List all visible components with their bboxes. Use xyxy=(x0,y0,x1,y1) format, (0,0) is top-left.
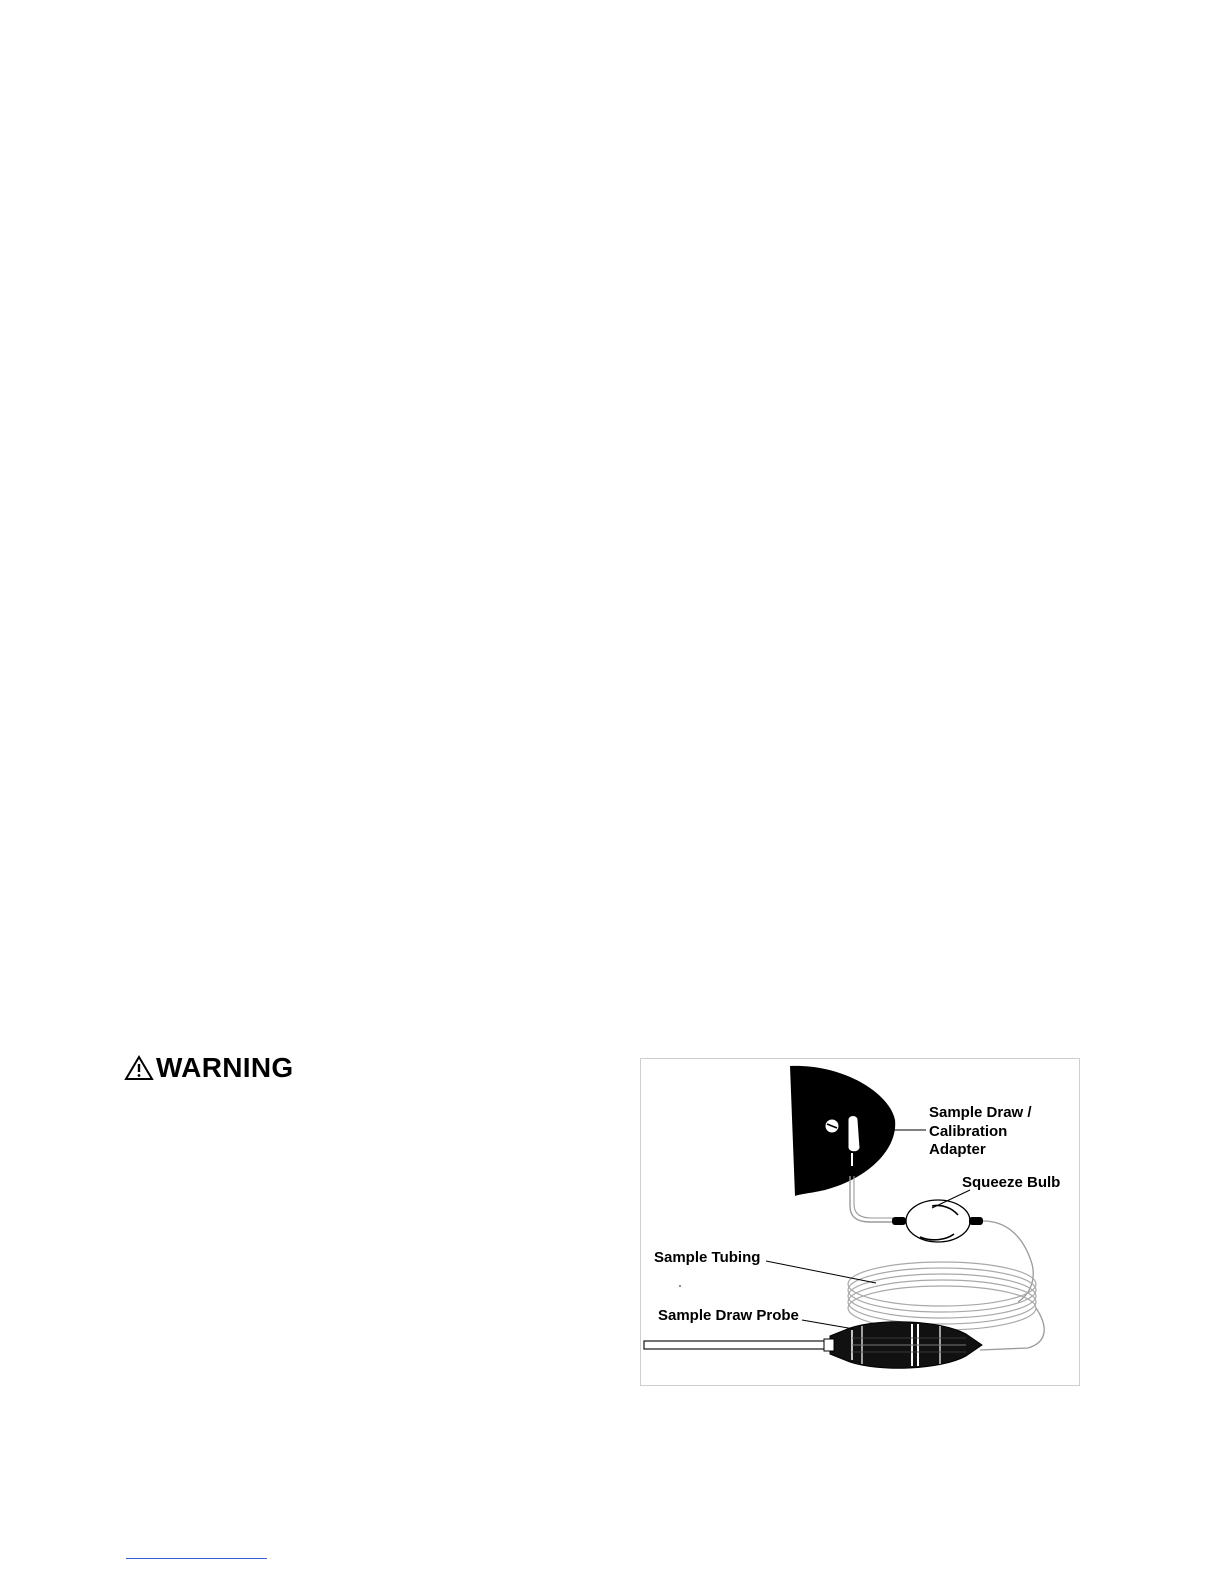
warning-label: WARNING xyxy=(156,1052,294,1083)
sample-draw-probe-handle xyxy=(824,1322,982,1369)
squeeze-bulb-label: Squeeze Bulb xyxy=(962,1174,1061,1191)
sample-draw-kit-figure xyxy=(640,1058,1080,1386)
warning-triangle-icon xyxy=(124,1055,154,1081)
probe-leader-line xyxy=(802,1320,854,1329)
sample-tubing-label: Sample Tubing xyxy=(654,1249,761,1266)
adapter-label-line3: Adapter xyxy=(929,1141,986,1158)
tubing-leader-line xyxy=(766,1261,876,1283)
adapter-fitting-icon xyxy=(848,1116,860,1152)
sample-tubing-coil xyxy=(848,1262,1036,1330)
sample-draw-kit-illustration xyxy=(640,1058,1080,1386)
squeeze-bulb xyxy=(906,1200,970,1242)
adapter-label-line1: Sample Draw / xyxy=(929,1104,1032,1121)
bulb-right-connector xyxy=(969,1217,983,1225)
adapter-label-line2: Calibration xyxy=(929,1123,1008,1140)
footnote-separator xyxy=(126,1558,267,1559)
sample-draw-probe-label: Sample Draw Probe xyxy=(658,1307,799,1324)
probe-rod xyxy=(644,1341,834,1349)
warning-heading xyxy=(124,1050,293,1086)
probe-inlet-tube xyxy=(980,1308,1044,1350)
calibration-adapter-body xyxy=(790,1066,895,1196)
bulb-outlet-tube xyxy=(983,1221,1033,1302)
adapter-tube xyxy=(850,1176,898,1222)
bulb-left-connector xyxy=(892,1217,906,1225)
